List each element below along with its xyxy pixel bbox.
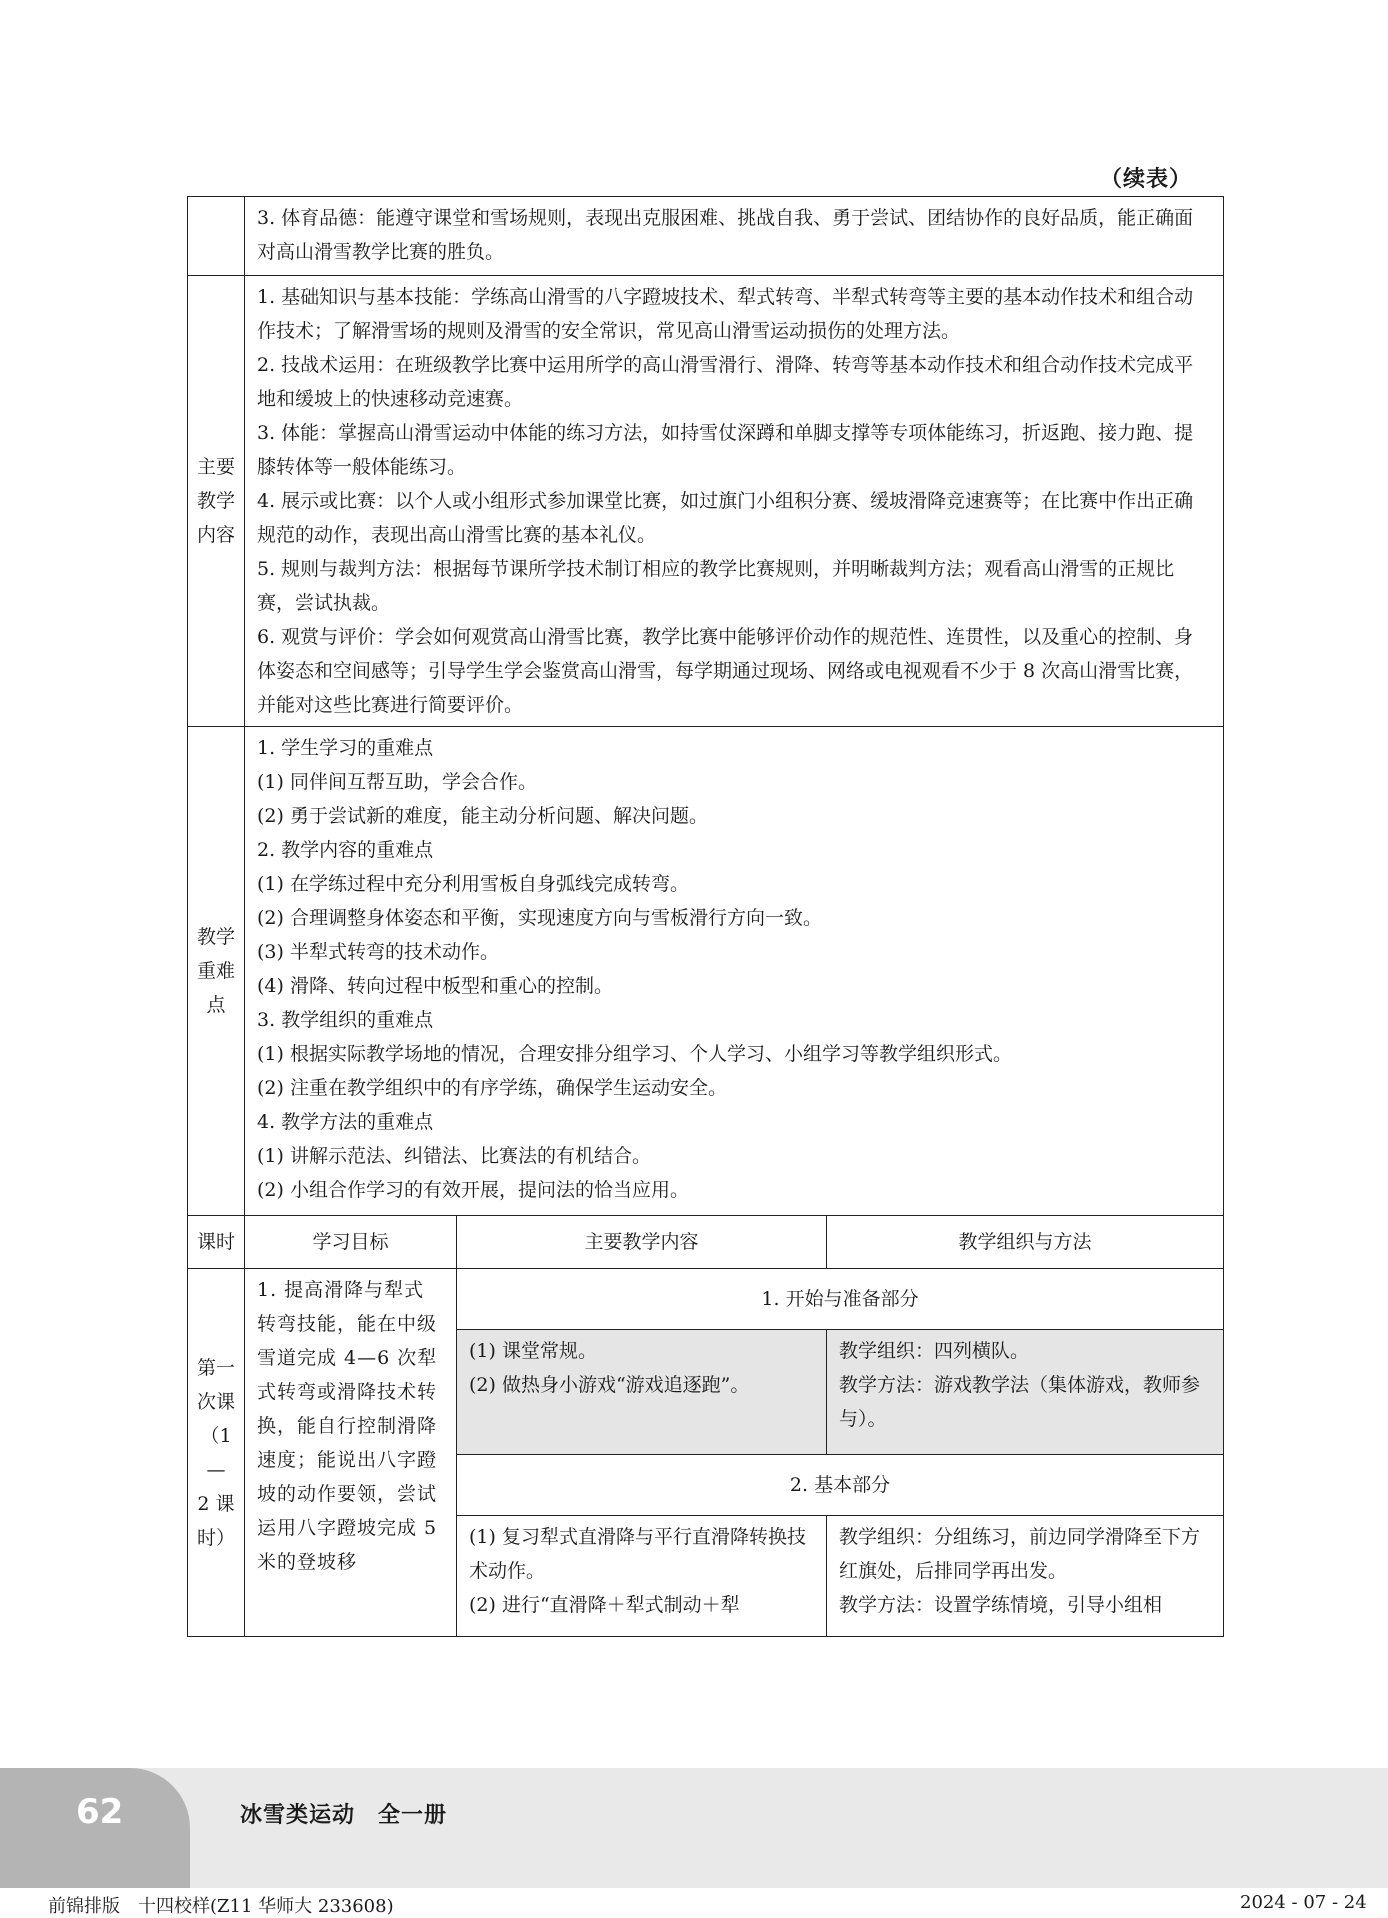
difficulty-line: (1) 同伴间互帮互助，学会合作。 — [257, 771, 537, 793]
moral-text: 3. 体育品德：能遵守课堂和雪场规则，表现出克服困难、挑战自我、勇于尝试、团结协作的良好品质，能正确面对高山滑雪教学比赛的胜负。 — [245, 197, 1224, 276]
row-moral — [188, 197, 1224, 276]
footer-band — [0, 1768, 1388, 1888]
content-item: 2. 技战术运用：在班级教学比赛中运用所学的高山滑雪滑行、滑降、转弯等基本动作技术和组合动作技术完成平地和缓坡上的快速移动竞速赛。 — [257, 354, 1194, 410]
difficulty-line: (2) 小组合作学习的有效开展，提问法的恰当应用。 — [257, 1179, 689, 1201]
part2-content: (1) 复习犁式直滑降与平行直滑降转换技术动作。 (2) 进行“直滑降＋犁式制动＋犁 — [457, 1516, 827, 1637]
row-main-content — [188, 276, 1224, 727]
continued-label: （续表） — [1100, 167, 1193, 192]
difficulty-items — [245, 727, 1224, 1216]
difficulty-line: (1) 在学练过程中充分利用雪板自身弧线完成转弯。 — [257, 873, 689, 895]
moral-label-cell — [188, 197, 245, 276]
difficulty-line: (2) 勇于尝试新的难度，能主动分析问题、解决问题。 — [257, 805, 708, 827]
content-item: 5. 规则与裁判方法：根据每节课所学技术制订相应的教学比赛规则，并明晰裁判方法；观看高山滑雪的正规比赛，尝试执裁。 — [257, 558, 1175, 614]
difficulty-line: 1. 学生学习的重难点 — [257, 737, 434, 759]
content-item: 6. 观赏与评价：学会如何观赏高山滑雪比赛，教学比赛中能够评价动作的规范性、连贯性，以及重心的控制、身体姿态和空间感等；引导学生学会鉴赏高山滑雪，每学期通过现场、网络或电视观看不少于 8 次高山滑雪比赛，并能对这些比赛进行简要评价。 — [257, 626, 1194, 716]
part1-method: 教学组织：四列横队。 教学方法：游戏教学法（集体游戏，教师参与）。 — [827, 1330, 1224, 1455]
difficulty-line: (2) 注重在教学组织中的有序学练，确保学生运动安全。 — [257, 1077, 727, 1099]
content-item: 3. 体能：掌握高山滑雪运动中体能的练习方法，如持雪仗深蹲和单脚支撑等专项体能练习，折返跑、接力跑、提膝转体等一般体能练习。 — [257, 422, 1194, 478]
part2-method: 教学组织：分组练习，前边同学滑降至下方红旗处，后排同学再出发。 教学方法：设置学练情境，引导小组相 — [827, 1516, 1224, 1637]
difficulty-line: 2. 教学内容的重难点 — [257, 839, 434, 861]
difficulty-line: (1) 讲解示范法、纠错法、比赛法的有机结合。 — [257, 1145, 651, 1167]
part1-content: (1) 课堂常规。 (2) 做热身小游戏“游戏追逐跑”。 — [457, 1330, 827, 1455]
content-item: 1. 基础知识与基本技能：学练高山滑雪的八字蹬坡技术、犁式转弯、半犁式转弯等主要的基本动作技术和组合动作技术；了解滑雪场的规则及滑雪的安全常识，常见高山滑雪运动损伤的处理方法。 — [257, 286, 1194, 342]
content-item: 4. 展示或比赛：以个人或小组形式参加课堂比赛，如过旗门小组积分赛、缓坡滑降竞速赛等；在比赛中作出正确规范的动作，表现出高山滑雪比赛的基本礼仪。 — [257, 490, 1194, 546]
difficulty-label: 教学 重难 点 — [188, 727, 245, 1216]
difficulty-line: (1) 根据实际教学场地的情况，合理安排分组学习、个人学习、小组学习等教学组织形式。 — [257, 1043, 1012, 1065]
difficulty-line: (3) 半犁式转弯的技术动作。 — [257, 941, 499, 963]
header-method: 教学组织与方法 — [827, 1216, 1224, 1269]
row-difficulty — [188, 727, 1224, 1216]
part1-title: 1. 开始与准备部分 — [457, 1269, 1224, 1330]
difficulty-line: 4. 教学方法的重难点 — [257, 1111, 434, 1133]
difficulty-line: (2) 合理调整身体姿态和平衡，实现速度方向与雪板滑行方向一致。 — [257, 907, 822, 929]
header-lesson: 课时 — [188, 1216, 245, 1269]
lesson-row-part1-title — [188, 1269, 1224, 1330]
difficulty-line: (4) 滑降、转向过程中板型和重心的控制。 — [257, 975, 613, 997]
lesson-label: 第一 次课 （1— 2 课 时） — [188, 1269, 245, 1637]
lesson-goals: 1. 提高滑降与犁式转弯技能，能在中级雪道完成 4—6 次犁式转弯或滑降技术转换，能自行控制滑降速度；能说出八字蹬坡的动作要领，尝试运用八字蹬坡完成 5 米的登坡移 — [245, 1269, 457, 1637]
imprint-date: 2024 - 07 - 24 — [1240, 1892, 1367, 1913]
part2-title: 2. 基本部分 — [457, 1455, 1224, 1516]
header-content: 主要教学内容 — [457, 1216, 827, 1269]
page-number: 62 — [76, 1792, 124, 1832]
header-goals: 学习目标 — [245, 1216, 457, 1269]
main-content-label: 主要 教学 内容 — [188, 276, 245, 727]
difficulty-line: 3. 教学组织的重难点 — [257, 1009, 434, 1031]
lesson-header-row — [188, 1216, 1224, 1269]
main-content-items — [245, 276, 1224, 727]
curriculum-table — [187, 196, 1224, 1637]
imprint-info: 前锦排版 十四校样(Z11 华师大 233608) — [48, 1896, 394, 1917]
book-title: 冰雪类运动 全一册 — [240, 1803, 448, 1828]
